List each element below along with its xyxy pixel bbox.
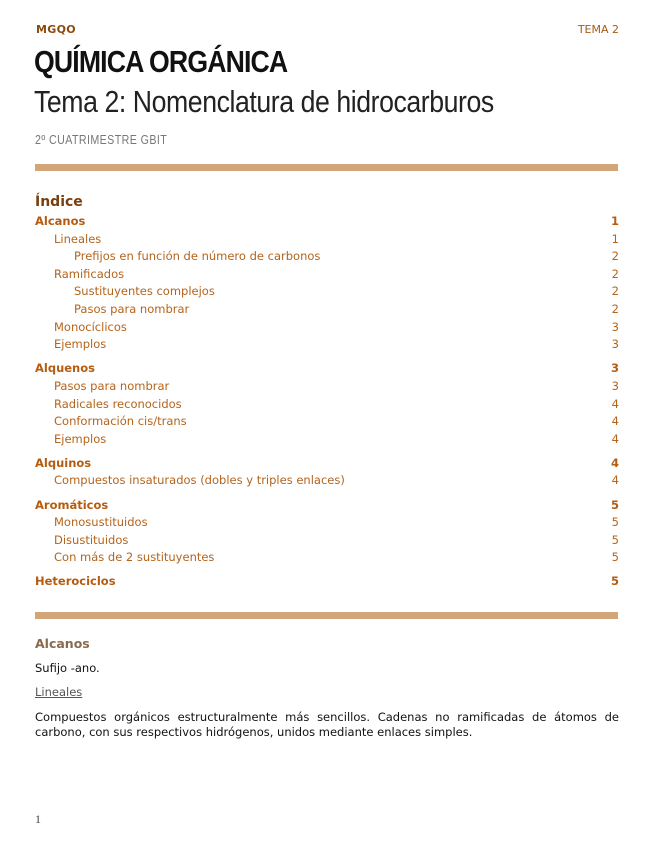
toc-entry-label: Ramificados	[54, 267, 125, 281]
toc-entry-label: Prefijos en función de número de carbonos	[74, 249, 321, 263]
toc-entry-label: Ejemplos	[54, 337, 107, 351]
toc-entry-label: Conformación cis/trans	[54, 414, 187, 428]
body-paragraph: Compuestos orgánicos estructuralmente más sencillos. Cadenas no ramificadas de átomos de carbono, con sus respectivos hidrógenos, unidos mediante enlaces simples.	[35, 710, 619, 739]
toc-entry-label: Pasos para nombrar	[74, 302, 190, 316]
toc-entry-label: Monosustituidos	[54, 515, 148, 529]
toc-entry-page: 5	[610, 574, 619, 588]
toc-entry-page: 2	[611, 302, 619, 316]
toc-entry-label: Aromáticos	[35, 498, 109, 512]
toc-entry-label: Sustituyentes complejos	[74, 284, 215, 298]
toc-entry-page: 2	[611, 249, 619, 263]
toc-entry-page: 4	[611, 414, 619, 428]
toc-entry-label: Alquenos	[35, 361, 95, 375]
toc-entry-page: 3	[610, 361, 619, 375]
divider-bottom	[35, 612, 618, 619]
toc-entry-label: Heterociclos	[35, 574, 116, 588]
toc-entry-page: 5	[611, 515, 619, 529]
section-heading: Alcanos	[35, 636, 90, 651]
course-label: 2º CUATRIMESTRE GBIT	[35, 132, 168, 147]
toc-entry-label: Compuestos insaturados (dobles y triples enlaces)	[54, 473, 345, 487]
subsection-heading: Lineales	[35, 685, 83, 699]
toc-entry-page: 4	[610, 456, 619, 470]
header-course-code: MGQO	[36, 23, 76, 36]
toc-entry-page: 3	[611, 379, 619, 393]
toc-entry-page: 4	[611, 432, 619, 446]
toc-entry-page: 4	[611, 397, 619, 411]
toc-entry-label: Alquinos	[35, 456, 92, 470]
toc-entry-label: Con más de 2 sustituyentes	[54, 550, 215, 564]
toc-entry-page: 3	[611, 337, 619, 351]
document-title: QUÍMICA ORGÁNICA	[34, 44, 288, 79]
toc-entry-label: Disustituidos	[54, 533, 129, 547]
toc-entry-label: Monocíclicos	[54, 320, 127, 334]
toc-entry-label: Ejemplos	[54, 432, 107, 446]
document-subtitle: Tema 2: Nomenclatura de hidrocarburos	[34, 84, 494, 119]
toc-entry-page: 4	[611, 473, 619, 487]
toc-entry-label: Lineales	[54, 232, 102, 246]
toc-entry-label: Pasos para nombrar	[54, 379, 170, 393]
toc-entry-page: 5	[611, 533, 619, 547]
toc-entry-page: 2	[611, 284, 619, 298]
toc-entry-page: 1	[611, 232, 619, 246]
toc-entry-label: Alcanos	[35, 214, 86, 228]
page-number: 1	[35, 812, 41, 826]
suffix-text: Sufijo -ano.	[35, 661, 100, 675]
header-topic: TEMA 2	[577, 23, 619, 36]
toc-entry-page: 5	[611, 550, 619, 564]
toc-entry-label: Radicales reconocidos	[54, 397, 182, 411]
toc-heading: Índice	[35, 194, 83, 210]
toc-entry-page: 3	[611, 320, 619, 334]
toc-entry-page: 2	[611, 267, 619, 281]
toc-entry-page: 5	[610, 498, 619, 512]
divider-top	[35, 164, 618, 171]
toc-entry-page: 1	[610, 214, 619, 228]
